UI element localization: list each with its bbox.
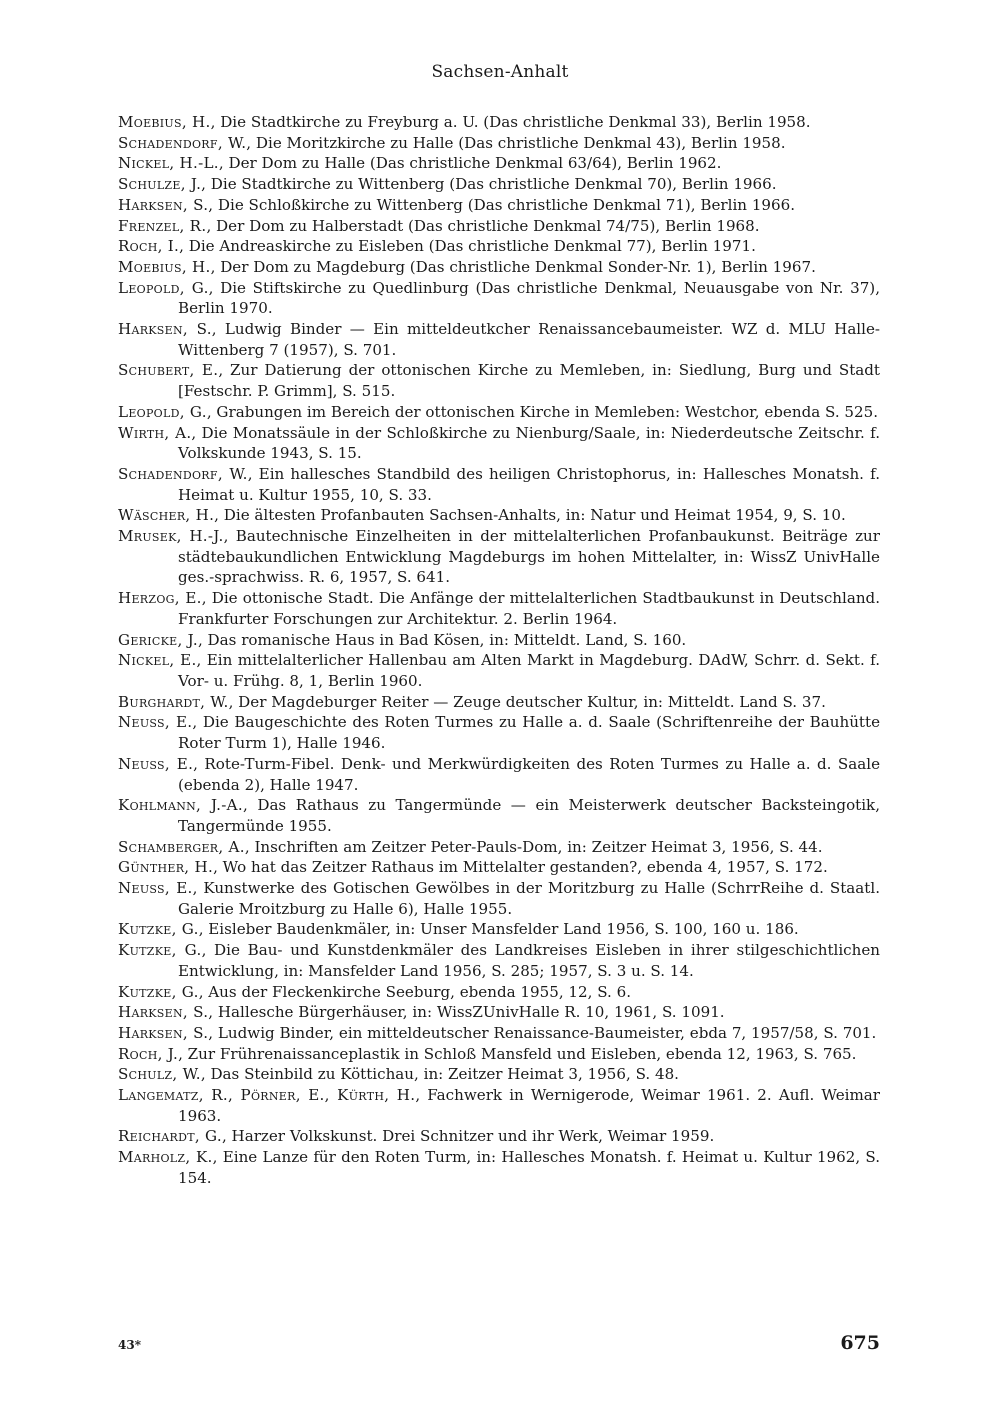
entry-text: , Ludwig Binder — Ein mitteldeutkcher Renaissancebaumeister. WZ d. MLU Halle-Wittenberg 7 (1957), S. 701.: [178, 320, 880, 359]
entry-author: Neuss, E.: [118, 754, 194, 773]
entry-author: Wäscher, H.: [118, 506, 215, 525]
bibliography-entry: [118, 505, 880, 526]
entry-text: , Das Rathaus zu Tangermünde — ein Meisterwerk deutscher Backsteingotik, Tangermünde 1955.: [178, 796, 881, 835]
entry-author: Schamberger, A.: [118, 837, 245, 856]
bibliography-entry: [118, 464, 880, 505]
bibliography-entry: [118, 754, 880, 795]
bibliography-entry: [118, 423, 880, 464]
bibliography-entry: [118, 133, 880, 154]
entry-author: Harksen, S.: [118, 320, 212, 339]
entry-author: Kutzke, G.: [118, 920, 199, 939]
entry-text: , Die ältesten Profanbauten Sachsen-Anhalts, in: Natur und Heimat 1954, 9, S. 10.: [214, 506, 846, 525]
bibliography-entry: [118, 1147, 880, 1188]
bibliography-entry: [118, 1064, 880, 1085]
entry-text: , Ein mittelalterlicher Hallenbau am Alten Markt in Magdeburg. DAdW, Schrr. d. Sekt. f. Vor- u. Frühg. 8, 1, Berlin 1960.: [178, 651, 880, 690]
entry-author: Schadendorf, W.: [118, 464, 248, 483]
bibliography-entry: [118, 278, 880, 319]
entry-author: Neuss, E.: [118, 879, 193, 898]
entry-author: Marholz, K.: [118, 1148, 213, 1167]
entry-author: Neuss, E.: [118, 713, 193, 732]
entry-text: , Der Magdeburger Reiter — Zeuge deutscher Kultur, in: Mitteldt. Land S. 37.: [228, 692, 826, 711]
entry-author: Harksen, S.: [118, 1023, 209, 1042]
entry-text: , Die Stadtkirche zu Wittenberg (Das christliche Denkmal 70), Berlin 1966.: [201, 175, 777, 194]
entry-text: , Ein hallesches Standbild des heiligen Christophorus, in: Hallesches Monatsh. f. Heimat u. Kultur 1955, 10, S. 33.: [178, 464, 880, 504]
entry-text: , Die Moritzkirche zu Halle (Das christliche Denkmal 43), Berlin 1958.: [246, 133, 786, 152]
entry-text: , Die Monatssäule in der Schloßkirche zu Nienburg/Saale, in: Niederdeutsche Zeitschr. f. Volkskunde 1943, S. 15.: [178, 423, 880, 463]
entry-author: Roch, I.: [118, 237, 180, 256]
bibliography-entry: [118, 982, 880, 1003]
bibliography-entry: [118, 692, 880, 713]
bibliography-entry: [118, 112, 880, 133]
bibliography-entry: [118, 712, 880, 753]
entry-author: Kutzke, G.: [118, 982, 199, 1001]
entry-author: Kohlmann, J.-A.: [118, 796, 243, 815]
entry-author: Leopold, G.: [118, 402, 207, 421]
bibliography-list: [118, 112, 880, 1189]
entry-text: , Die Baugeschichte des Roten Turmes zu Halle a. d. Saale (Schriftenreihe der Bauhütte Roter Turm 1), Halle 1946.: [178, 713, 880, 753]
entry-author: Nickel, E.: [118, 651, 197, 670]
entry-text: , Kunstwerke des Gotischen Gewölbes in der Moritzburg zu Halle (SchrrReihe d. Staatl. Galerie Mroitzburg zu Halle 6), Halle 1955.: [178, 879, 880, 918]
entry-text: , Aus der Fleckenkirche Seeburg, ebenda 1955, 12, S. 6.: [198, 982, 632, 1001]
entry-text: , Die ottonische Stadt. Die Anfänge der mittelalterlichen Stadtbaukunst in Deutschland. Frankfurter Forschungen zur Architektur. 2. Berlin 1964.: [178, 589, 880, 628]
entry-author: Schadendorf, W.: [118, 133, 247, 152]
bibliography-entry: [118, 257, 880, 278]
entry-author: Günther, H.: [118, 858, 214, 877]
entry-text: , Die Stadtkirche zu Freyburg a. U. (Das christliche Denkmal 33), Berlin 1958.: [210, 113, 811, 131]
bibliography-entry: [118, 402, 880, 423]
entry-text: , Der Dom zu Magdeburg (Das christliche Denkmal Sonder-Nr. 1), Berlin 1967.: [210, 257, 816, 276]
entry-author: Mrusek, H.-J.: [118, 527, 224, 546]
bibliography-entry: [118, 878, 880, 919]
entry-author: Nickel, H.-L.: [118, 154, 219, 173]
entry-author: Frenzel, R.: [118, 216, 207, 235]
entry-text: , Hallesche Bürgerhäuser, in: WissZUnivHalle R. 10, 1961, S. 1091.: [208, 1003, 725, 1022]
bibliography-entry: [118, 940, 880, 981]
running-header: Sachsen-Anhalt: [431, 62, 569, 82]
entry-text: , Die Andreaskirche zu Eisleben (Das christliche Denkmal 77), Berlin 1971.: [179, 237, 756, 256]
entry-author: Herzog, E.: [118, 589, 202, 608]
entry-text: , Eine Lanze für den Roten Turm, in: Hallesches Monatsh. f. Heimat u. Kultur 1962, S. 154.: [178, 1148, 880, 1187]
entry-author: Kutzke, G.: [118, 941, 202, 960]
bibliography-entry: [118, 837, 880, 858]
entry-author: Harksen, S.: [118, 195, 209, 214]
bibliography-entry: [118, 216, 880, 237]
entry-text: , Eisleber Baudenkmäler, in: Unser Mansfelder Land 1956, S. 100, 160 u. 186.: [198, 920, 799, 939]
entry-text: , Fachwerk in Wernigerode, Weimar 1961. 2. Aufl. Weimar 1963.: [178, 1086, 880, 1125]
bibliography-entry: [118, 153, 880, 174]
bibliography-entry: [118, 319, 880, 360]
entry-author: Leopold, G.: [118, 278, 209, 297]
entry-text: , Das Steinbild zu Köttichau, in: Zeitzer Heimat 3, 1956, S. 48.: [200, 1065, 679, 1084]
entry-text: , Ludwig Binder, ein mitteldeutscher Renaissance-Baumeister, ebda 7, 1957/58, S. 701.: [208, 1023, 877, 1042]
entry-text: , Zur Frührenaissanceplastik in Schloß Mansfeld und Eisleben, ebenda 12, 1963, S. 765.: [178, 1044, 857, 1063]
bibliography-entry: [118, 1002, 880, 1023]
entry-text: , Rote-Turm-Fibel. Denk- und Merkwürdigkeiten des Roten Turmes zu Halle a. d. Saale (ebenda 2), Halle 1947.: [178, 754, 880, 794]
bibliography-entry: [118, 630, 880, 651]
bibliography-entry: [118, 1085, 880, 1126]
entry-author: Schulze, J.: [118, 175, 202, 194]
printer-signature: 43*: [118, 1338, 141, 1352]
entry-author: Moebius, H.: [118, 113, 211, 131]
bibliography-entry: [118, 1044, 880, 1065]
bibliography-entry: [118, 919, 880, 940]
entry-text: , Das romanische Haus in Bad Kösen, in: Mitteldt. Land, S. 160.: [197, 630, 687, 649]
bibliography-entry: [118, 650, 880, 691]
page-number: 675: [840, 1332, 880, 1354]
entry-author: Schubert, E.: [118, 361, 219, 380]
bibliography-entry: [118, 588, 880, 629]
entry-author: Gericke, J.: [118, 630, 198, 649]
bibliography-entry: [118, 1126, 880, 1147]
bibliography-entry: [118, 857, 880, 878]
entry-author: Harksen, S.: [118, 1003, 209, 1022]
entry-author: Langematz, R., Pörner, E., Kürth, H.: [118, 1086, 416, 1105]
entry-author: Wirth, A.: [118, 423, 192, 442]
bibliography-entry: [118, 195, 880, 216]
entry-text: , Bautechnische Einzelheiten in der mittelalterlichen Profanbaukunst. Beiträge zur städtebaukundlichen Entwicklung Magdeburgs im hohen Mittelalter, in: WissZ UnivHalle ges.-sprachwiss. R. 6, 1957, S. 641.: [178, 527, 880, 587]
entry-text: , Die Schloßkirche zu Wittenberg (Das christliche Denkmal 71), Berlin 1966.: [208, 195, 796, 214]
entry-author: Schulz, W.: [118, 1065, 201, 1084]
entry-text: , Grabungen im Bereich der ottonischen Kirche in Memleben: Westchor, ebenda S. 525.: [206, 402, 879, 421]
entry-text: , Harzer Volkskunst. Drei Schnitzer und ihr Werk, Weimar 1959.: [221, 1127, 715, 1146]
bibliography-entry: [118, 174, 880, 195]
entry-author: Roch, J.: [118, 1044, 179, 1063]
bibliography-entry: [118, 360, 880, 401]
entry-text: , Wo hat das Zeitzer Rathaus im Mittelalter gestanden?, ebenda 4, 1957, S. 172.: [213, 858, 828, 877]
entry-text: , Inschriften am Zeitzer Peter-Pauls-Dom, in: Zeitzer Heimat 3, 1956, S. 44.: [244, 837, 823, 856]
entry-text: , Der Dom zu Halle (Das christliche Denkmal 63/64), Berlin 1962.: [218, 154, 722, 173]
entry-author: Burghardt, W.: [118, 692, 229, 711]
bibliography-entry: [118, 526, 880, 588]
entry-text: , Der Dom zu Halberstadt (Das christliche Denkmal 74/75), Berlin 1968.: [206, 216, 760, 235]
entry-text: , Die Stiftskirche zu Quedlinburg (Das christliche Denkmal, Neuausgabe von Nr. 37), Berlin 1970.: [178, 278, 880, 318]
entry-author: Moebius, H.: [118, 257, 211, 276]
entry-author: Reichardt, G.: [118, 1127, 222, 1146]
bibliography-entry: [118, 795, 880, 836]
entry-text: , Die Bau- und Kunstdenkmäler des Landkreises Eisleben in ihrer stilgeschichtlichen Entwicklung, in: Mansfelder Land 1956, S. 285; 1957, S. 3 u. S. 14.: [178, 941, 880, 980]
entry-text: , Zur Datierung der ottonischen Kirche zu Memleben, in: Siedlung, Burg und Stadt [Festschr. P. Grimm], S. 515.: [178, 361, 880, 401]
bibliography-entry: [118, 236, 880, 257]
bibliography-entry: [118, 1023, 880, 1044]
